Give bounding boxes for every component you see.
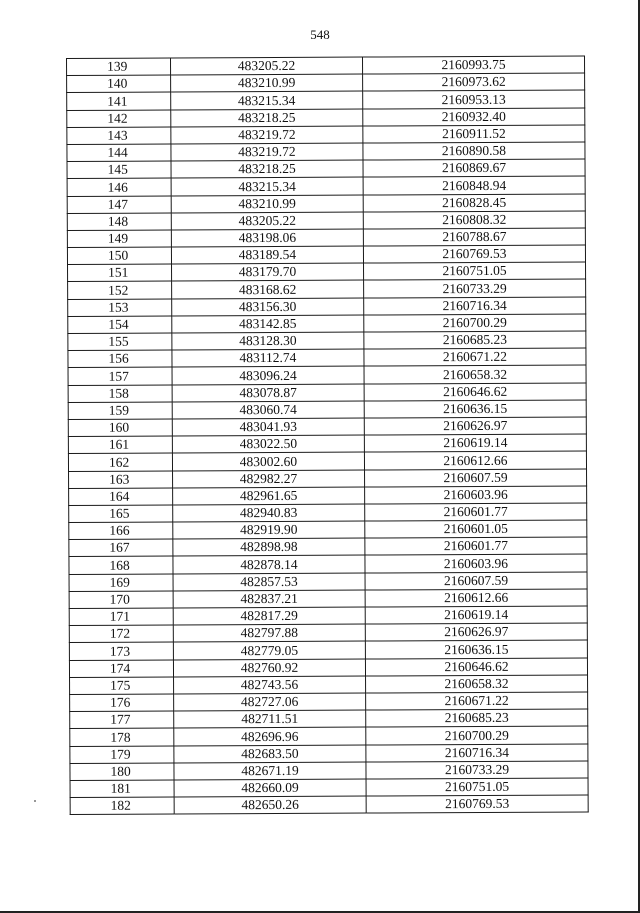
- y-coordinate-cell: 2160700.29: [366, 726, 588, 744]
- y-coordinate-cell: 2160603.96: [365, 554, 587, 572]
- x-coordinate-cell: 483218.25: [171, 109, 363, 127]
- y-coordinate-cell: 2160769.53: [363, 245, 585, 263]
- table-row: [70, 795, 588, 815]
- y-coordinate-cell: 2160751.05: [364, 262, 586, 280]
- x-coordinate-cell: 483189.54: [171, 246, 363, 264]
- y-coordinate-cell: 2160671.22: [366, 692, 588, 710]
- y-coordinate-cell: 2160911.52: [363, 125, 585, 143]
- y-coordinate-cell: 2160973.62: [363, 73, 585, 91]
- point-number-cell: 144: [67, 144, 171, 162]
- x-coordinate-cell: 483179.70: [172, 263, 364, 281]
- x-coordinate-cell: 482837.21: [173, 590, 365, 608]
- y-coordinate-cell: 2160869.67: [363, 159, 585, 177]
- point-number-cell: 142: [67, 110, 171, 128]
- y-coordinate-cell: 2160993.75: [362, 56, 584, 74]
- x-coordinate-cell: 483168.62: [172, 280, 364, 298]
- x-coordinate-cell: 483142.85: [172, 315, 364, 333]
- point-number-cell: 148: [67, 213, 171, 231]
- x-coordinate-cell: 482650.26: [174, 796, 366, 814]
- point-number-cell: 168: [69, 556, 173, 574]
- point-number-cell: 149: [67, 230, 171, 248]
- page-number: 548: [310, 27, 330, 42]
- x-coordinate-cell: 482797.88: [173, 624, 365, 642]
- point-number-cell: 178: [70, 728, 174, 746]
- x-coordinate-cell: 483210.99: [171, 195, 363, 213]
- y-coordinate-cell: 2160671.22: [364, 348, 586, 366]
- y-coordinate-cell: 2160733.29: [364, 279, 586, 297]
- x-coordinate-cell: 483210.99: [171, 74, 363, 92]
- y-coordinate-cell: 2160848.94: [363, 176, 585, 194]
- x-coordinate-cell: 482671.19: [174, 762, 366, 780]
- y-coordinate-cell: 2160808.32: [363, 211, 585, 229]
- x-coordinate-cell: 483128.30: [172, 332, 364, 350]
- coordinates-table-body: [67, 56, 589, 815]
- x-coordinate-cell: 483205.22: [171, 57, 363, 75]
- point-number-cell: 160: [68, 419, 172, 437]
- point-number-cell: 182: [70, 797, 174, 815]
- y-coordinate-cell: 2160733.29: [366, 761, 588, 779]
- x-coordinate-cell: 483156.30: [172, 298, 364, 316]
- x-coordinate-cell: 483022.50: [172, 435, 364, 453]
- point-number-cell: 164: [69, 488, 173, 506]
- point-number-cell: 146: [67, 178, 171, 196]
- x-coordinate-cell: 482898.98: [173, 538, 365, 556]
- y-coordinate-cell: 2160636.15: [364, 400, 586, 418]
- point-number-cell: 180: [70, 763, 174, 781]
- point-number-cell: 153: [68, 299, 172, 317]
- x-coordinate-cell: 483060.74: [172, 401, 364, 419]
- y-coordinate-cell: 2160685.23: [366, 709, 588, 727]
- x-coordinate-cell: 483002.60: [172, 452, 364, 470]
- x-coordinate-cell: 482779.05: [173, 641, 365, 659]
- y-coordinate-cell: 2160636.15: [365, 640, 587, 658]
- y-coordinate-cell: 2160601.77: [365, 503, 587, 521]
- point-number-cell: 154: [68, 316, 172, 334]
- y-coordinate-cell: 2160607.59: [365, 572, 587, 590]
- y-coordinate-cell: 2160601.77: [365, 537, 587, 555]
- point-number-cell: 159: [68, 402, 172, 420]
- point-number-cell: 143: [67, 127, 171, 145]
- y-coordinate-cell: 2160953.13: [363, 90, 585, 108]
- point-number-cell: 170: [69, 591, 173, 609]
- x-coordinate-cell: 482696.96: [174, 727, 366, 745]
- point-number-cell: 165: [69, 505, 173, 523]
- y-coordinate-cell: 2160612.66: [364, 451, 586, 469]
- x-coordinate-cell: 483096.24: [172, 366, 364, 384]
- x-coordinate-cell: 482727.06: [174, 693, 366, 711]
- x-coordinate-cell: 482940.83: [173, 504, 365, 522]
- x-coordinate-cell: 483205.22: [171, 212, 363, 230]
- coordinates-table-container: [66, 55, 588, 815]
- y-coordinate-cell: 2160932.40: [363, 108, 585, 126]
- x-coordinate-cell: 483215.34: [171, 177, 363, 195]
- y-coordinate-cell: 2160626.97: [364, 417, 586, 435]
- point-number-cell: 179: [70, 745, 174, 763]
- point-number-cell: 162: [68, 453, 172, 471]
- x-coordinate-cell: 483215.34: [171, 91, 363, 109]
- x-coordinate-cell: 482857.53: [173, 573, 365, 591]
- y-coordinate-cell: 2160646.62: [364, 383, 586, 401]
- x-coordinate-cell: 482711.51: [174, 710, 366, 728]
- y-coordinate-cell: 2160788.67: [363, 228, 585, 246]
- coordinates-table: [66, 55, 589, 815]
- x-coordinate-cell: 482982.27: [173, 470, 365, 488]
- y-coordinate-cell: 2160626.97: [365, 623, 587, 641]
- point-number-cell: 141: [67, 92, 171, 110]
- y-coordinate-cell: 2160890.58: [363, 142, 585, 160]
- x-coordinate-cell: 482660.09: [174, 779, 366, 797]
- x-coordinate-cell: 482760.92: [173, 659, 365, 677]
- x-coordinate-cell: 483219.72: [171, 143, 363, 161]
- x-coordinate-cell: 483218.25: [171, 160, 363, 178]
- point-number-cell: 155: [68, 333, 172, 351]
- point-number-cell: 167: [69, 539, 173, 557]
- point-number-cell: 156: [68, 350, 172, 368]
- point-number-cell: 152: [68, 281, 172, 299]
- x-coordinate-cell: 482919.90: [173, 521, 365, 539]
- x-coordinate-cell: 482878.14: [173, 555, 365, 573]
- point-number-cell: 176: [70, 694, 174, 712]
- y-coordinate-cell: 2160769.53: [366, 795, 588, 813]
- point-number-cell: 147: [67, 195, 171, 213]
- y-coordinate-cell: 2160751.05: [366, 778, 588, 796]
- point-number-cell: 157: [68, 367, 172, 385]
- y-coordinate-cell: 2160658.32: [364, 365, 586, 383]
- y-coordinate-cell: 2160716.34: [366, 743, 588, 761]
- y-coordinate-cell: 2160716.34: [364, 297, 586, 315]
- point-number-cell: 140: [67, 75, 171, 93]
- y-coordinate-cell: 2160646.62: [365, 658, 587, 676]
- y-coordinate-cell: 2160619.14: [364, 434, 586, 452]
- point-number-cell: 171: [69, 608, 173, 626]
- point-number-cell: 175: [70, 677, 174, 695]
- x-coordinate-cell: 483078.87: [172, 384, 364, 402]
- point-number-cell: 163: [69, 470, 173, 488]
- y-coordinate-cell: 2160685.23: [364, 331, 586, 349]
- point-number-cell: 139: [67, 58, 171, 76]
- y-coordinate-cell: 2160828.45: [363, 193, 585, 211]
- x-coordinate-cell: 482683.50: [174, 745, 366, 763]
- point-number-cell: 172: [69, 625, 173, 643]
- point-number-cell: 151: [68, 264, 172, 282]
- x-coordinate-cell: 483198.06: [171, 229, 363, 247]
- y-coordinate-cell: 2160619.14: [365, 606, 587, 624]
- y-coordinate-cell: 2160601.05: [365, 520, 587, 538]
- y-coordinate-cell: 2160612.66: [365, 589, 587, 607]
- x-coordinate-cell: 482961.65: [173, 487, 365, 505]
- x-coordinate-cell: 483112.74: [172, 349, 364, 367]
- x-coordinate-cell: 482743.56: [174, 676, 366, 694]
- point-number-cell: 173: [69, 642, 173, 660]
- y-coordinate-cell: 2160658.32: [366, 675, 588, 693]
- point-number-cell: 169: [69, 574, 173, 592]
- point-number-cell: 177: [70, 711, 174, 729]
- x-coordinate-cell: 483041.93: [172, 418, 364, 436]
- point-number-cell: 145: [67, 161, 171, 179]
- point-number-cell: 161: [68, 436, 172, 454]
- point-number-cell: 181: [70, 780, 174, 798]
- y-coordinate-cell: 2160607.59: [365, 468, 587, 486]
- y-coordinate-cell: 2160700.29: [364, 314, 586, 332]
- point-number-cell: 166: [69, 522, 173, 540]
- x-coordinate-cell: 482817.29: [173, 607, 365, 625]
- x-coordinate-cell: 483219.72: [171, 126, 363, 144]
- point-number-cell: 158: [68, 385, 172, 403]
- scan-speck: [34, 800, 36, 802]
- y-coordinate-cell: 2160603.96: [365, 486, 587, 504]
- point-number-cell: 174: [69, 660, 173, 678]
- point-number-cell: 150: [67, 247, 171, 265]
